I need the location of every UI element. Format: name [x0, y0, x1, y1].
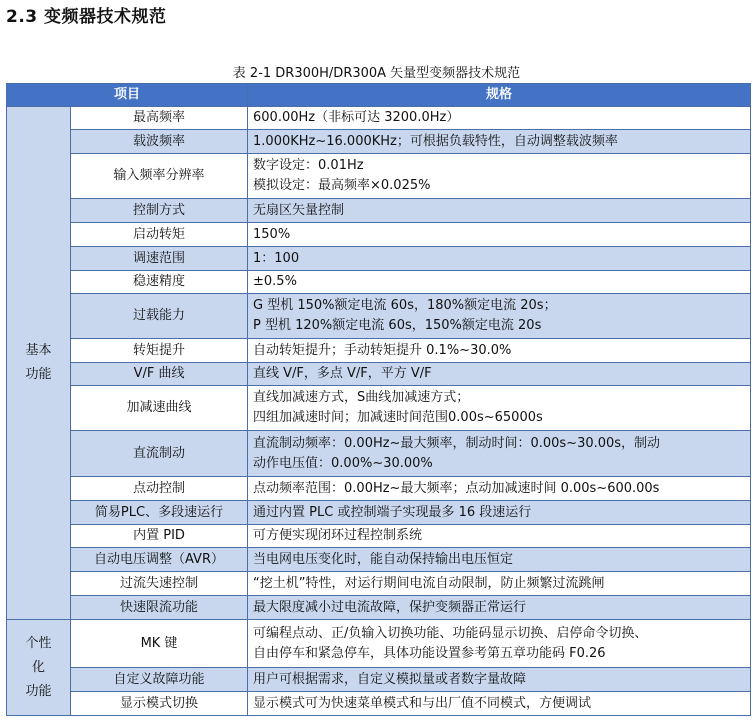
item-cell: 点动控制: [71, 477, 248, 501]
spec-cell: [248, 294, 751, 339]
spec-line: 数字设定：0.01Hz: [253, 158, 364, 173]
item-cell: 自动电压调整（AVR）: [71, 548, 248, 572]
category-label: 基本: [25, 343, 52, 358]
table-row: [7, 596, 751, 620]
spec-cell: [248, 107, 751, 130]
item-cell: V/F 曲线: [71, 363, 248, 386]
table-row: [7, 339, 751, 363]
category-label: 个性: [25, 635, 52, 651]
table-row: [7, 247, 751, 271]
spec-line: ±0.5%: [253, 274, 297, 289]
item-cell: 调速范围: [71, 247, 248, 271]
table-row: [7, 130, 751, 154]
spec-line: “挖土机”特性，对运行期间电流自动限制，防止频繁过流跳闸: [253, 575, 605, 591]
spec-line: 无扇区矢量控制: [253, 202, 345, 218]
table-row: [7, 223, 751, 247]
table-row: [7, 294, 751, 339]
spec-line: 1.000KHz~16.000KHz；可根据负载特性，自动调整载波频率: [253, 133, 618, 149]
spec-line: 自由停车和紧急停车，具体功能设置参考第五章功能码 F0.26: [253, 645, 606, 661]
table-row: [7, 107, 751, 130]
spec-cell: [248, 548, 751, 572]
table-row: [7, 548, 751, 572]
header-item: 项目: [7, 84, 248, 107]
table-row: [7, 692, 751, 716]
spec-table: [6, 83, 751, 716]
spec-cell: [248, 247, 751, 271]
spec-line: 显示模式可为快速菜单模式和与出厂值不同模式，方便调试: [253, 695, 592, 711]
spec-line: 通过内置 PLC 或控制端子实现最多 16 段速运行: [253, 504, 532, 520]
item-cell: 控制方式: [71, 199, 248, 223]
item-cell: 稳速精度: [71, 271, 248, 294]
spec-line: P 型机 120%额定电流 60s，150%额定电流 20s: [253, 318, 542, 333]
spec-line: 直线加减速方式，S曲线加减速方式；: [253, 390, 470, 405]
item-cell: MK 键: [71, 620, 248, 668]
spec-cell: [248, 199, 751, 223]
spec-line: 点动频率范围：0.00Hz~最大频率；点动加减速时间 0.00s~600.00s: [253, 480, 660, 496]
table-row: [7, 620, 751, 668]
item-cell: 内置 PID: [71, 525, 248, 548]
spec-cell: [248, 386, 751, 431]
table-row: [7, 154, 751, 199]
spec-cell: [248, 271, 751, 294]
spec-cell: [248, 572, 751, 596]
category-cell: [7, 107, 71, 620]
spec-cell: [248, 501, 751, 525]
spec-line: 1：100: [253, 250, 300, 266]
item-cell: 输入频率分辨率: [71, 154, 248, 199]
spec-cell: [248, 596, 751, 620]
table-row: [7, 668, 751, 692]
spec-cell: [248, 339, 751, 363]
spec-line: 动作电压值：0.00%~30.00%: [253, 455, 433, 471]
table-row: [7, 199, 751, 223]
item-cell: 显示模式切换: [71, 692, 248, 716]
spec-line: 直流制动频率：0.00Hz~最大频率，制动时间：0.00s~30.00s，制动: [253, 435, 661, 451]
table-row: [7, 525, 751, 548]
spec-cell: [248, 525, 751, 548]
spec-line: 600.00Hz（非标可达 3200.0Hz）: [253, 110, 460, 125]
header-spec: 规格: [248, 84, 751, 107]
spec-line: 当电网电压变化时，能自动保持输出电压恒定: [253, 551, 514, 567]
spec-cell: [248, 431, 751, 477]
spec-cell: [248, 620, 751, 668]
category-label: 功能: [25, 683, 52, 699]
spec-cell: [248, 154, 751, 199]
spec-line: G 型机 150%额定电流 60s，180%额定电流 20s；: [253, 298, 557, 313]
spec-line: 用户可根据需求，自定义模拟量或者数字量故障: [253, 671, 527, 687]
item-cell: 快速限流功能: [71, 596, 248, 620]
spec-line: 可编程点动、正/负输入切换功能、功能码显示切换、启停命令切换、: [253, 625, 648, 641]
table-row: [7, 271, 751, 294]
table-row: [7, 501, 751, 525]
item-cell: 载波频率: [71, 130, 248, 154]
spec-cell: [248, 130, 751, 154]
table-row: [7, 386, 751, 431]
spec-line: 直线 V/F，多点 V/F，平方 V/F: [253, 366, 432, 381]
spec-cell: [248, 668, 751, 692]
spec-table-body: [7, 107, 751, 716]
spec-line: 自动转矩提升；手动转矩提升 0.1%~30.0%: [253, 342, 512, 358]
spec-cell: [248, 363, 751, 386]
spec-line: 可方便实现闭环过程控制系统: [253, 528, 423, 543]
item-cell: 最高频率: [71, 107, 248, 130]
item-cell: 直流制动: [71, 431, 248, 477]
spec-cell: [248, 692, 751, 716]
table-row: [7, 572, 751, 596]
spec-line: 四组加减速时间；加减速时间范围0.00s~65000s: [253, 410, 543, 425]
spec-line: 最大限度减小过电流故障，保护变频器正常运行: [253, 599, 527, 615]
spec-cell: [248, 477, 751, 501]
item-cell: 过载能力: [71, 294, 248, 339]
table-caption: 表 2-1 DR300H/DR300A 矢量型变频器技术规范: [232, 66, 521, 81]
spec-line: 150%: [253, 226, 291, 242]
category-cell: [7, 620, 71, 716]
item-cell: 启动转矩: [71, 223, 248, 247]
spec-table-header: [7, 84, 751, 107]
item-cell: 简易PLC、多段速运行: [71, 501, 248, 525]
spec-line: 模拟设定：最高频率×0.025%: [253, 178, 431, 193]
table-row: [7, 363, 751, 386]
item-cell: 自定义故障功能: [71, 668, 248, 692]
table-row: [7, 431, 751, 477]
item-cell: 转矩提升: [71, 339, 248, 363]
section-heading: 2.3 变频器技术规范: [6, 7, 167, 27]
item-cell: 加减速曲线: [71, 386, 248, 431]
table-row: [7, 477, 751, 501]
category-label: 功能: [25, 367, 52, 382]
category-label: 化: [31, 659, 45, 675]
item-cell: 过流失速控制: [71, 572, 248, 596]
spec-cell: [248, 223, 751, 247]
